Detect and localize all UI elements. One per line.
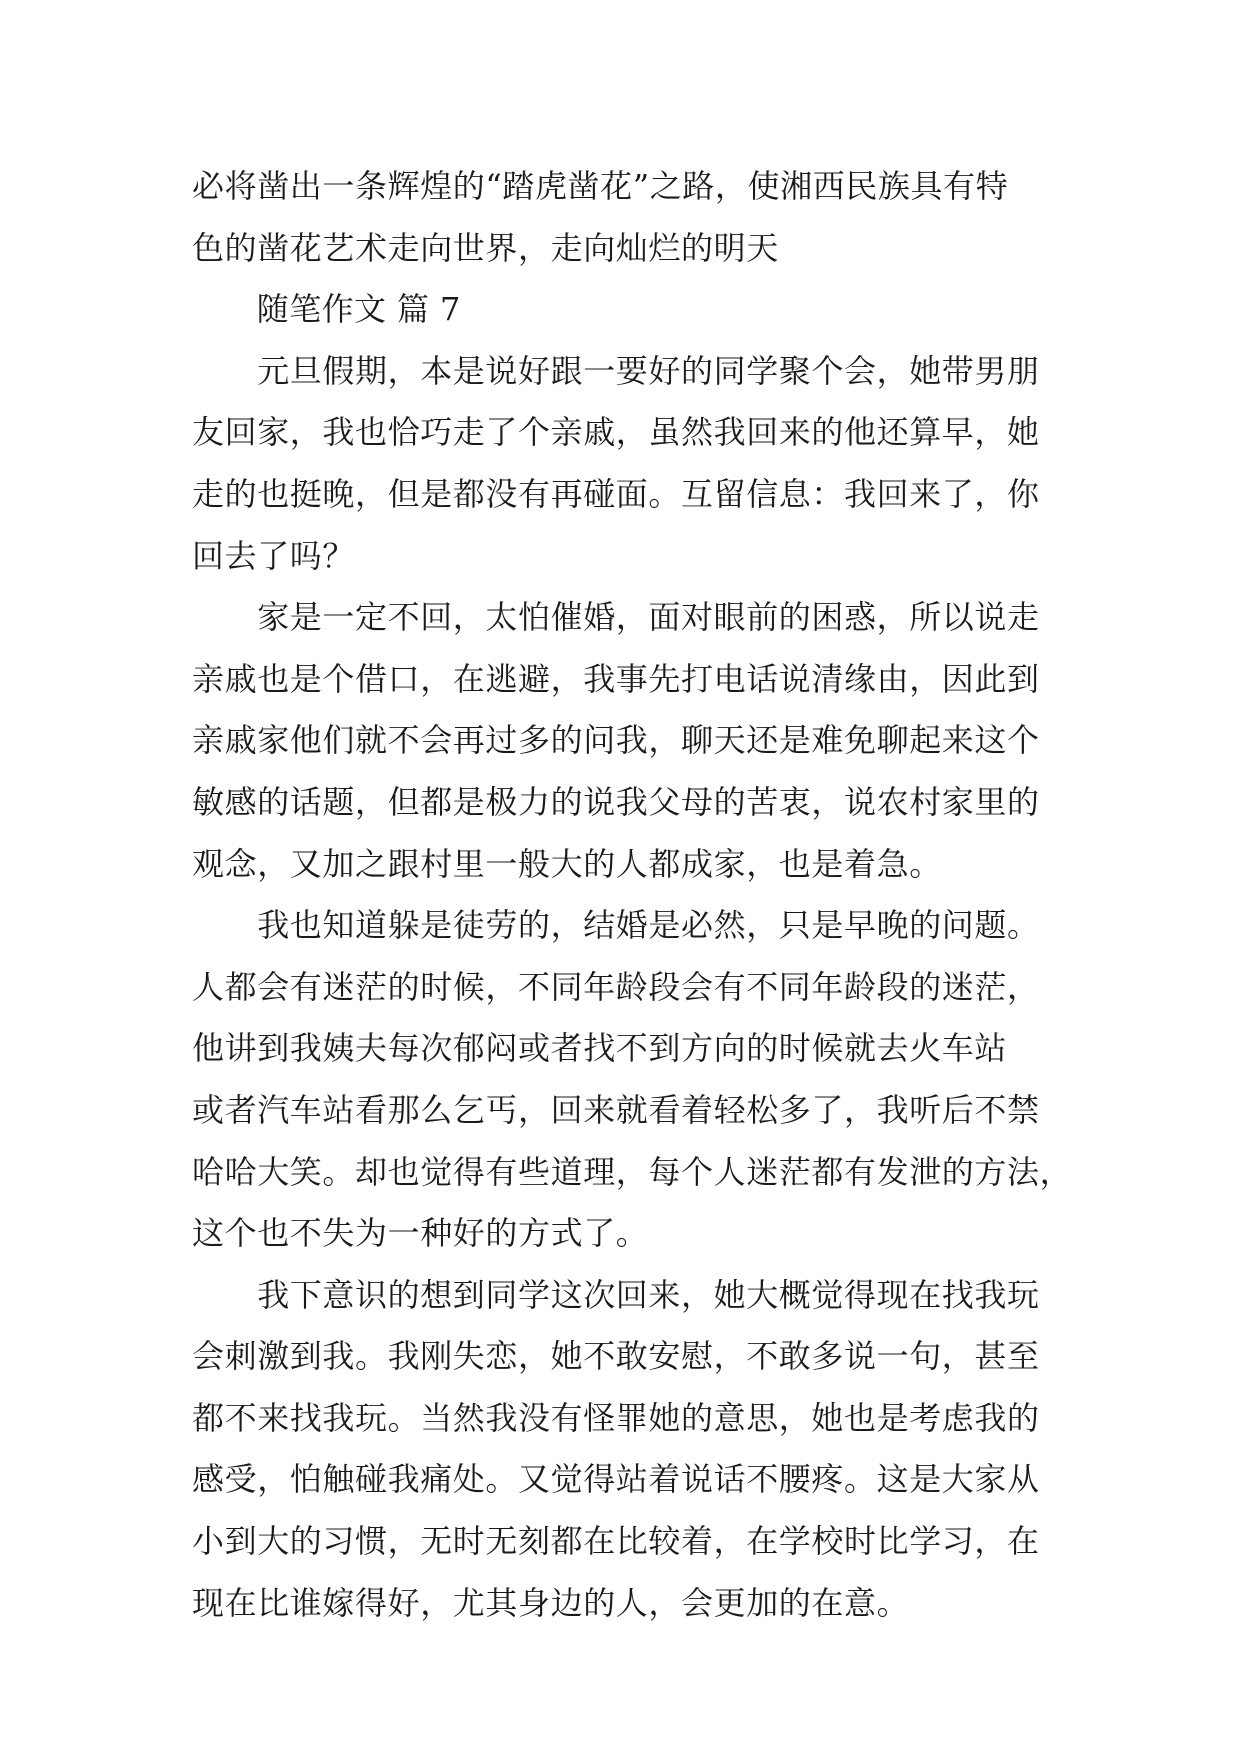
text-line: 这个也不失为一种好的方式了。 <box>192 1214 649 1253</box>
section-heading: 随笔作文 篇 7 <box>192 290 461 329</box>
text-line: 都不来找我玩。当然我没有怪罪她的意思，她也是考虑我的 <box>192 1398 1040 1437</box>
text-line: 小到大的习惯，无时无刻都在比较着，在学校时比学习，在 <box>192 1522 1040 1561</box>
text-line: 走的也挺晚，但是都没有再碰面。互留信息：我回来了，你 <box>192 474 1040 513</box>
text-line: 感受，怕触碰我痛处。又觉得站着说话不腰疼。这是大家从 <box>192 1460 1040 1499</box>
text-line: 友回家，我也恰巧走了个亲戚，虽然我回来的他还算早，她 <box>192 413 1040 452</box>
article-body <box>192 156 1073 1634</box>
text-line: 现在比谁嫁得好，尤其身边的人，会更加的在意。 <box>192 1583 910 1622</box>
text-line: 亲戚也是个借口，在逃避，我事先打电话说清缘由，因此到 <box>192 659 1040 698</box>
text-line: 观念，又加之跟村里一般大的人都成家，也是着急。 <box>192 844 942 883</box>
text-line: 会刺激到我。我刚失恋，她不敢安慰，不敢多说一句，甚至 <box>192 1337 1040 1376</box>
text-line: 我也知道躲是徒劳的，结婚是必然，只是早晚的问题。 <box>192 906 1040 945</box>
text-line: 亲戚家他们就不会再过多的问我，聊天还是难免聊起来这个 <box>192 721 1040 760</box>
text-line: 回去了吗？ <box>192 536 356 575</box>
text-line: 他讲到我姨夫每次郁闷或者找不到方向的时候就去火车站 <box>192 1029 1008 1068</box>
text-line: 哈哈大笑。却也觉得有些道理，每个人迷茫都有发泄的方法， <box>192 1152 1073 1191</box>
text-line: 必将凿出一条辉煌的“踏虎凿花”之路，使湘西民族具有特 <box>192 167 1009 205</box>
text-line: 或者汽车站看那么乞丐，回来就看着轻松多了，我听后不禁 <box>192 1090 1040 1129</box>
text-line: 元旦假期，本是说好跟一要好的同学聚个会，她带男朋 <box>192 351 1040 390</box>
text-line: 我下意识的想到同学这次回来，她大概觉得现在找我玩 <box>192 1275 1040 1314</box>
text-line: 人都会有迷茫的时候，不同年龄段会有不同年龄段的迷茫， <box>192 967 1040 1006</box>
text-line: 敏感的话题，但都是极力的说我父母的苦衷，说农村家里的 <box>192 782 1040 821</box>
text-line: 家是一定不回，太怕催婚，面对眼前的困惑，所以说走 <box>192 598 1040 637</box>
text-line: 色的凿花艺术走向世界，走向灿烂的明天 <box>192 228 779 267</box>
